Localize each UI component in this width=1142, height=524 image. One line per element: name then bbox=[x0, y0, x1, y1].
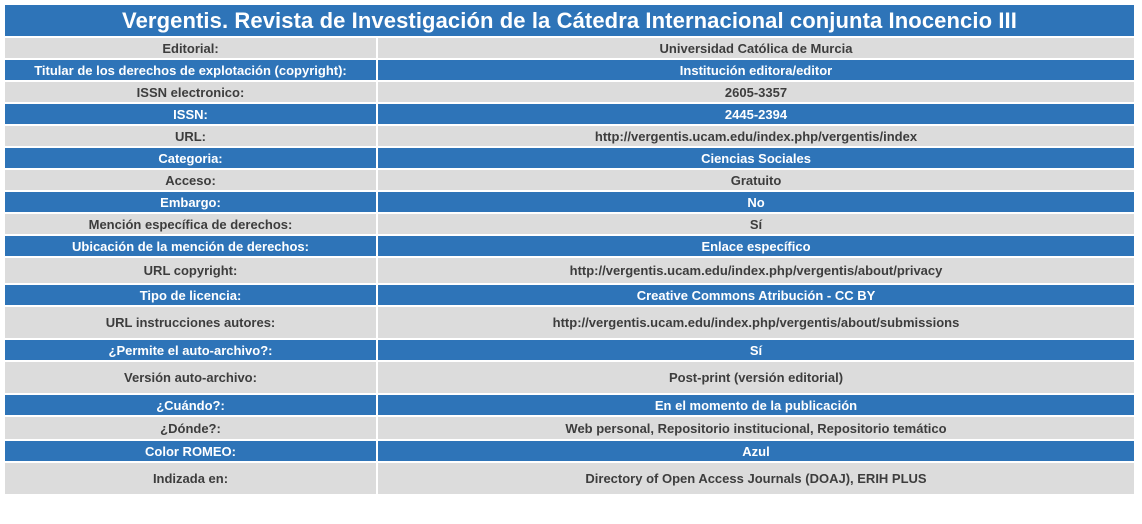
row-value: Sí bbox=[378, 214, 1134, 234]
info-row bbox=[5, 192, 1134, 212]
row-label: Ubicación de la mención de derechos: bbox=[5, 236, 376, 256]
info-row bbox=[5, 362, 1134, 393]
row-label: Embargo: bbox=[5, 192, 376, 212]
row-label: Indizada en: bbox=[5, 463, 376, 494]
info-row bbox=[5, 214, 1134, 234]
row-label: Categoria: bbox=[5, 148, 376, 168]
info-row bbox=[5, 258, 1134, 283]
row-value: Web personal, Repositorio institucional, Repositorio temático bbox=[378, 417, 1134, 439]
row-value: Directory of Open Access Journals (DOAJ), ERIH PLUS bbox=[378, 463, 1134, 494]
row-value: Universidad Católica de Murcia bbox=[378, 38, 1134, 58]
info-row bbox=[5, 441, 1134, 461]
info-row bbox=[5, 126, 1134, 146]
row-value: Institución editora/editor bbox=[378, 60, 1134, 80]
row-label: URL copyright: bbox=[5, 258, 376, 283]
info-row bbox=[5, 148, 1134, 168]
journal-info-container bbox=[3, 3, 1136, 496]
info-row bbox=[5, 236, 1134, 256]
row-value: Creative Commons Atribución - CC BY bbox=[378, 285, 1134, 305]
info-row bbox=[5, 104, 1134, 124]
row-value: Enlace específico bbox=[378, 236, 1134, 256]
row-value: En el momento de la publicación bbox=[378, 395, 1134, 415]
row-label: ISSN: bbox=[5, 104, 376, 124]
info-row bbox=[5, 170, 1134, 190]
row-value: Sí bbox=[378, 340, 1134, 360]
row-value: 2605-3357 bbox=[378, 82, 1134, 102]
row-label: Mención específica de derechos: bbox=[5, 214, 376, 234]
row-value: http://vergentis.ucam.edu/index.php/vergentis/about/submissions bbox=[378, 307, 1134, 338]
row-label: ¿Dónde?: bbox=[5, 417, 376, 439]
info-row bbox=[5, 395, 1134, 415]
row-value: Ciencias Sociales bbox=[378, 148, 1134, 168]
info-row bbox=[5, 307, 1134, 338]
row-label: Acceso: bbox=[5, 170, 376, 190]
title-row bbox=[5, 5, 1134, 36]
info-row bbox=[5, 60, 1134, 80]
info-row bbox=[5, 82, 1134, 102]
row-label: Versión auto-archivo: bbox=[5, 362, 376, 393]
row-value: 2445-2394 bbox=[378, 104, 1134, 124]
row-value: Gratuito bbox=[378, 170, 1134, 190]
journal-info-body bbox=[5, 5, 1134, 494]
row-value: Azul bbox=[378, 441, 1134, 461]
info-row bbox=[5, 340, 1134, 360]
journal-info-table bbox=[3, 3, 1136, 496]
journal-title: Vergentis. Revista de Investigación de la Cátedra Internacional conjunta Inocencio III bbox=[5, 5, 1134, 36]
info-row bbox=[5, 463, 1134, 494]
info-row bbox=[5, 285, 1134, 305]
row-value: http://vergentis.ucam.edu/index.php/vergentis/index bbox=[378, 126, 1134, 146]
info-row bbox=[5, 38, 1134, 58]
row-label: ¿Cuándo?: bbox=[5, 395, 376, 415]
row-label: URL: bbox=[5, 126, 376, 146]
row-value: http://vergentis.ucam.edu/index.php/vergentis/about/privacy bbox=[378, 258, 1134, 283]
row-value: Post-print (versión editorial) bbox=[378, 362, 1134, 393]
row-value: No bbox=[378, 192, 1134, 212]
info-row bbox=[5, 417, 1134, 439]
row-label: URL instrucciones autores: bbox=[5, 307, 376, 338]
row-label: ISSN electronico: bbox=[5, 82, 376, 102]
row-label: Color ROMEO: bbox=[5, 441, 376, 461]
row-label: Editorial: bbox=[5, 38, 376, 58]
row-label: Tipo de licencia: bbox=[5, 285, 376, 305]
row-label: ¿Permite el auto-archivo?: bbox=[5, 340, 376, 360]
row-label: Titular de los derechos de explotación (copyright): bbox=[5, 60, 376, 80]
